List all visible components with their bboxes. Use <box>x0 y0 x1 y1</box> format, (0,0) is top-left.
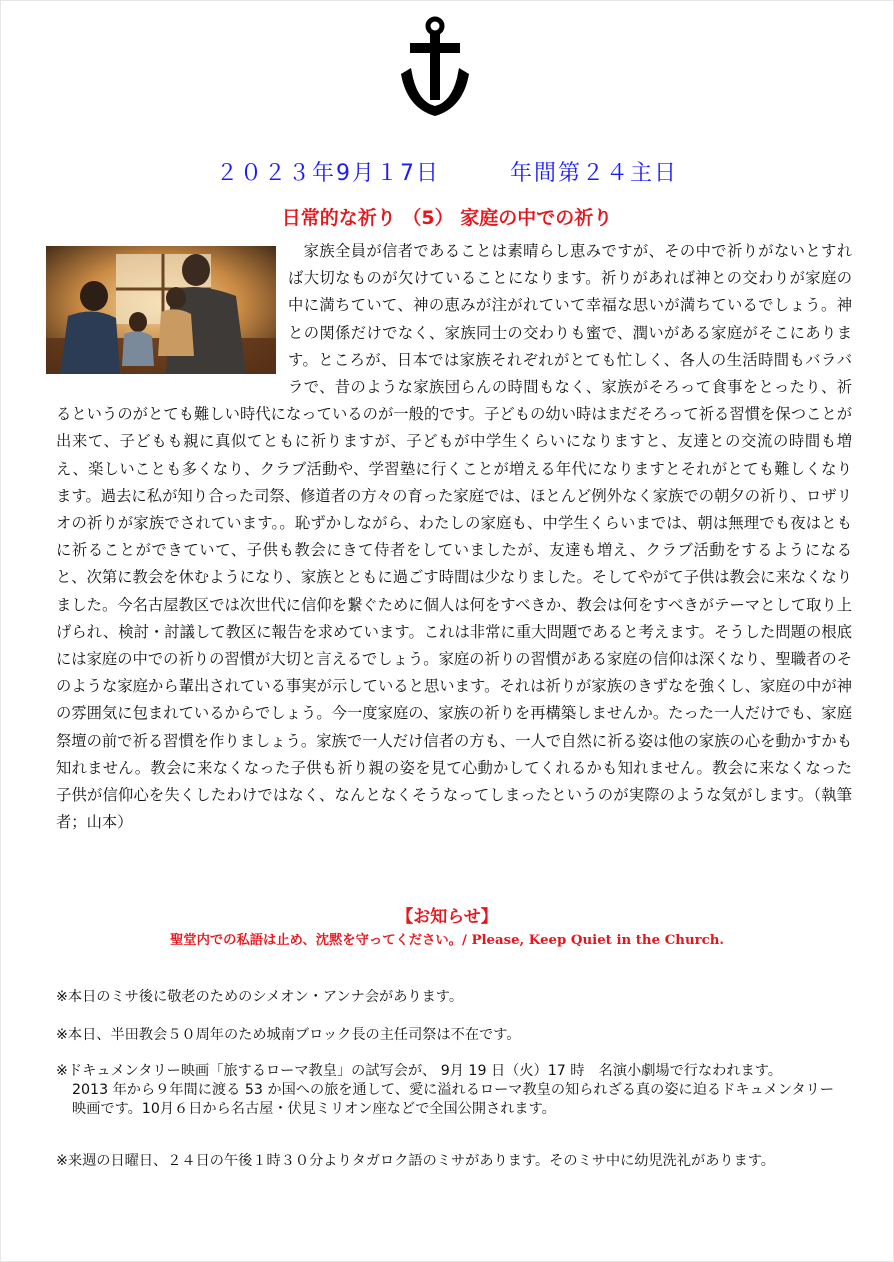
notice-item: ※来週の日曜日、２４日の午後１時３０分よりタガロク語のミサがあります。そのミサ中に幼児洗礼があります。 <box>56 1153 775 1169</box>
date-line <box>0 156 894 187</box>
notice-item: ※本日のミサ後に敬老のためのシメオン・アンナ会があります。 <box>56 989 464 1005</box>
notice-item <box>56 1062 846 1119</box>
notice-item: ※本日、半田教会５０周年のため城南ブロック長の主任司祭は不在です。 <box>56 1027 521 1043</box>
anchor-icon <box>397 16 473 120</box>
quiet-request: 聖堂内での私語は止め、沈黙を守ってください。/ Please, Keep Quiet in the Church. <box>169 933 725 948</box>
article <box>56 238 852 836</box>
notice-item-text: ※ドキュメンタリー映画「旅するローマ教皇」の試写会が、 9月 19 日（火）17 時 名演小劇場で行なわれます。 <box>56 1063 782 1079</box>
liturgy-day: 年間第２４主日 <box>509 161 678 186</box>
article-body: 家族全員が信者であることは素晴らし恵みですが、その中で祈りがないとすれば大切なものが欠けていることになります。祈りがあれば神との交わりが家庭の中に満ちていて、神の恵みが注がれていて幸福な思いが満ちているでしょう。神との関係だけでなく、家族同士の交わりも蜜で、潤いがある家庭がそこにあります。ところが、日本では家族それぞれがとても忙しく、各人の生活時間もバラバラで、昔のような家族団らんの時間もなく、家族がそろって食事をとったり、祈るというのがとても難しい時代になっているのが一般的です。子どもの幼い時はまだそろって祈る習慣を保つことが出来て、子どもも親に真似てともに祈りますが、子どもが中学生くらいになりますと、友達との交流の時間も増え、楽しいことも多くなり、クラブ活動や、学習塾に行くことが増える年代になりますとそれがとても難しくなります。過去に私が知り合った司祭、修道者の方々の育った家庭では、ほとんど例外なく家族での朝夕の祈り、ロザリオの祈りが家族でされています。。恥ずかしながら、わたしの家庭も、中学生くらいまでは、朝は無理でも夜はともに祈ることができていて、子供も教会にきて侍者をしていましたが、友達も増え、クラブ活動をするようになると、次第に教会を休むようになり、家族とともに過ごす時間は少なりました。そしてやがて子供は教会に来なくなりました。今名古屋教区では次世代に信仰を繋ぐために個人は何をすべきか、教会は何をすべきがテーマとして取り上げられ、検討・討議して教区に報告を求めています。これは非常に重大問題であると考えます。そうした問題の根底には家庭の中での祈りの習慣が大切と言えるでしょう。家庭の祈りの習慣がある家庭の信仰は深くなり、聖職者のそのような家庭から輩出されている事実が示していると思います。それは祈りが家族のきずなを強くし、家庭の中が神の雰囲気に包まれているからでしょう。今一度家庭の、家族の祈りを再構築しませんか。たった一人だけでも、家庭祭壇の前で祈る習慣を作りましょう。家族で一人だけ信者の方も、一人で自然に祈る姿は他の家族の心を動かすかも知れません。教会に来なくなった子供も祈り親の姿を見て心動かしてくれるかも知れません。教会に来なくなった子供が信仰心を失くしたわけではなく、なんとなくそうなってしまったというのが実際のような気がします。（執筆者；山本） <box>56 242 852 832</box>
notice-heading: 【お知らせ】 <box>396 907 498 927</box>
article-title: 日常的な祈り （5） 家庭の中での祈り <box>281 207 613 229</box>
service-date: ２０２３年9月１7日 <box>215 161 440 186</box>
family-praying-photo <box>46 246 276 374</box>
notice-item-detail: 2013 年から９年間に渡る 53 か国への旅を通して、愛に溢れるローマ教皇の知られざる真の姿に迫るドキュメンタリー映画です。10月６日から名古屋・伏見ミリオン座などで全国公開されます。 <box>72 1082 835 1117</box>
